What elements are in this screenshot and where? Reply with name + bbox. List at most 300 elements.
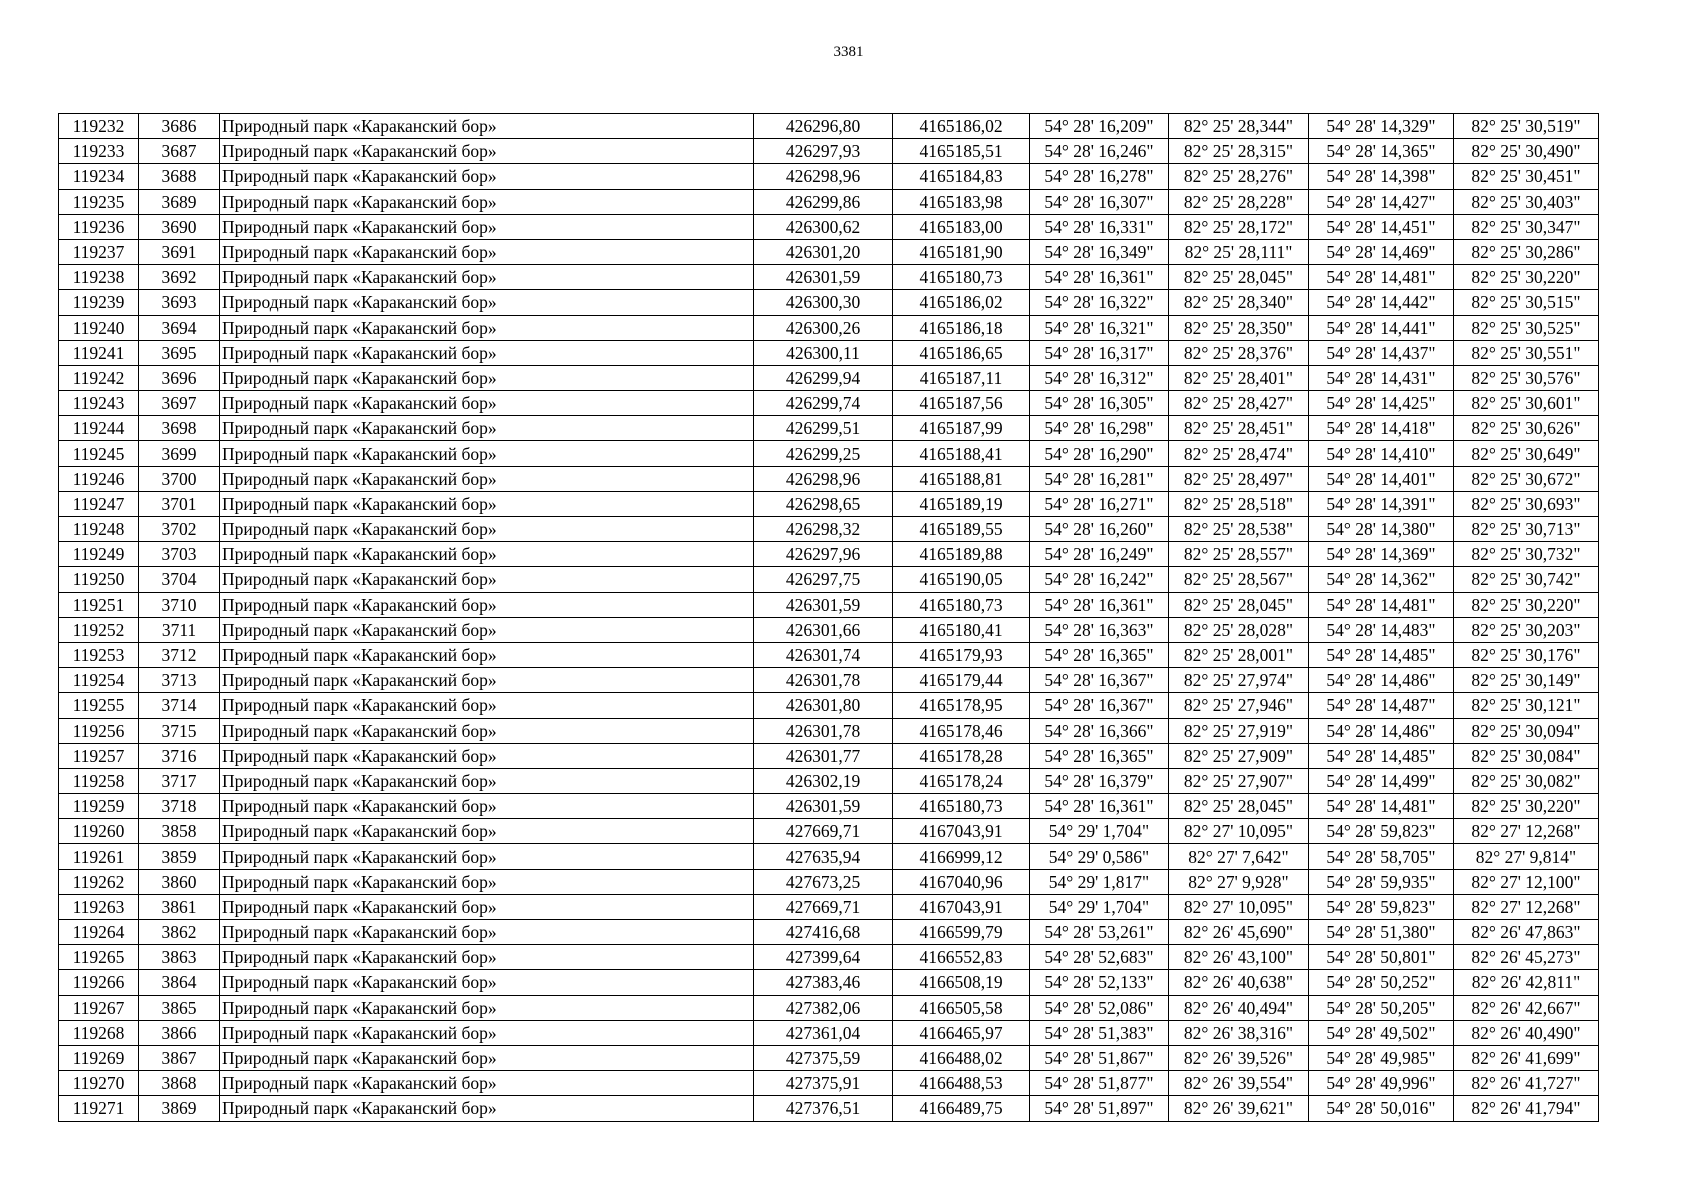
longitude-2-cell: 82° 25' 30,084" — [1454, 743, 1599, 768]
coord-y-cell: 4166489,75 — [893, 1096, 1030, 1121]
longitude-2-cell: 82° 25' 30,220" — [1454, 794, 1599, 819]
table-row — [59, 517, 1599, 542]
row-id-cell: 119237 — [59, 239, 139, 264]
coord-y-cell: 4165178,95 — [893, 693, 1030, 718]
longitude-1-cell: 82° 27' 10,095" — [1169, 819, 1309, 844]
table-row — [59, 920, 1599, 945]
longitude-1-cell: 82° 25' 28,111" — [1169, 239, 1309, 264]
longitude-1-cell: 82° 25' 27,919" — [1169, 718, 1309, 743]
latitude-1-cell: 54° 28' 16,209" — [1030, 114, 1169, 139]
object-name-cell: Природный парк «Караканский бор» — [220, 391, 754, 416]
coord-y-cell: 4165183,98 — [893, 189, 1030, 214]
row-id-cell: 119248 — [59, 517, 139, 542]
latitude-2-cell: 54° 28' 50,801" — [1309, 945, 1454, 970]
latitude-2-cell: 54° 28' 14,451" — [1309, 214, 1454, 239]
coord-y-cell: 4165186,02 — [893, 290, 1030, 315]
coord-x-cell: 427375,91 — [754, 1071, 893, 1096]
longitude-2-cell: 82° 25' 30,094" — [1454, 718, 1599, 743]
latitude-2-cell: 54° 28' 14,469" — [1309, 239, 1454, 264]
latitude-2-cell: 54° 28' 14,380" — [1309, 517, 1454, 542]
table-row — [59, 139, 1599, 164]
longitude-1-cell: 82° 25' 27,946" — [1169, 693, 1309, 718]
row-id-cell: 119252 — [59, 617, 139, 642]
coord-y-cell: 4167043,91 — [893, 894, 1030, 919]
longitude-1-cell: 82° 26' 40,494" — [1169, 995, 1309, 1020]
longitude-2-cell: 82° 25' 30,693" — [1454, 491, 1599, 516]
row-id-cell: 119258 — [59, 768, 139, 793]
latitude-2-cell: 54° 28' 14,369" — [1309, 542, 1454, 567]
longitude-1-cell: 82° 25' 28,340" — [1169, 290, 1309, 315]
longitude-2-cell: 82° 25' 30,403" — [1454, 189, 1599, 214]
longitude-2-cell: 82° 25' 30,347" — [1454, 214, 1599, 239]
point-number-cell: 3702 — [139, 517, 220, 542]
latitude-2-cell: 54° 28' 14,499" — [1309, 768, 1454, 793]
longitude-2-cell: 82° 27' 12,268" — [1454, 894, 1599, 919]
coord-y-cell: 4165186,18 — [893, 315, 1030, 340]
latitude-1-cell: 54° 28' 16,366" — [1030, 718, 1169, 743]
latitude-2-cell: 54° 28' 14,442" — [1309, 290, 1454, 315]
longitude-1-cell: 82° 25' 28,376" — [1169, 340, 1309, 365]
object-name-cell: Природный парк «Караканский бор» — [220, 794, 754, 819]
coord-y-cell: 4166552,83 — [893, 945, 1030, 970]
point-number-cell: 3861 — [139, 894, 220, 919]
row-id-cell: 119233 — [59, 139, 139, 164]
table-row — [59, 567, 1599, 592]
coord-x-cell: 426302,19 — [754, 768, 893, 793]
row-id-cell: 119254 — [59, 668, 139, 693]
latitude-1-cell: 54° 28' 16,290" — [1030, 441, 1169, 466]
object-name-cell: Природный парк «Караканский бор» — [220, 970, 754, 995]
point-number-cell: 3688 — [139, 164, 220, 189]
row-id-cell: 119240 — [59, 315, 139, 340]
latitude-1-cell: 54° 29' 1,704" — [1030, 819, 1169, 844]
longitude-2-cell: 82° 25' 30,451" — [1454, 164, 1599, 189]
longitude-2-cell: 82° 26' 45,273" — [1454, 945, 1599, 970]
longitude-1-cell: 82° 25' 28,567" — [1169, 567, 1309, 592]
row-id-cell: 119256 — [59, 718, 139, 743]
longitude-1-cell: 82° 25' 27,974" — [1169, 668, 1309, 693]
object-name-cell: Природный парк «Караканский бор» — [220, 869, 754, 894]
coord-y-cell: 4165179,44 — [893, 668, 1030, 693]
point-number-cell: 3865 — [139, 995, 220, 1020]
coord-y-cell: 4165187,11 — [893, 365, 1030, 390]
table-row — [59, 189, 1599, 214]
longitude-1-cell: 82° 27' 10,095" — [1169, 894, 1309, 919]
coord-x-cell: 427399,64 — [754, 945, 893, 970]
longitude-1-cell: 82° 26' 38,316" — [1169, 1020, 1309, 1045]
table-body — [59, 114, 1599, 1122]
coord-y-cell: 4166508,19 — [893, 970, 1030, 995]
latitude-2-cell: 54° 28' 14,486" — [1309, 668, 1454, 693]
latitude-2-cell: 54° 28' 14,481" — [1309, 265, 1454, 290]
row-id-cell: 119249 — [59, 542, 139, 567]
longitude-1-cell: 82° 27' 7,642" — [1169, 844, 1309, 869]
longitude-1-cell: 82° 25' 28,350" — [1169, 315, 1309, 340]
latitude-1-cell: 54° 29' 1,817" — [1030, 869, 1169, 894]
coord-x-cell: 426301,59 — [754, 592, 893, 617]
point-number-cell: 3704 — [139, 567, 220, 592]
object-name-cell: Природный парк «Караканский бор» — [220, 592, 754, 617]
longitude-1-cell: 82° 25' 28,045" — [1169, 794, 1309, 819]
object-name-cell: Природный парк «Караканский бор» — [220, 1096, 754, 1121]
longitude-2-cell: 82° 25' 30,220" — [1454, 592, 1599, 617]
coord-x-cell: 426301,20 — [754, 239, 893, 264]
latitude-1-cell: 54° 28' 16,278" — [1030, 164, 1169, 189]
row-id-cell: 119271 — [59, 1096, 139, 1121]
latitude-2-cell: 54° 28' 14,329" — [1309, 114, 1454, 139]
longitude-2-cell: 82° 26' 41,794" — [1454, 1096, 1599, 1121]
longitude-2-cell: 82° 25' 30,082" — [1454, 768, 1599, 793]
coord-x-cell: 426297,75 — [754, 567, 893, 592]
coord-x-cell: 427416,68 — [754, 920, 893, 945]
longitude-2-cell: 82° 25' 30,576" — [1454, 365, 1599, 390]
table-row — [59, 466, 1599, 491]
latitude-1-cell: 54° 28' 52,133" — [1030, 970, 1169, 995]
coord-y-cell: 4165189,55 — [893, 517, 1030, 542]
coord-x-cell: 427673,25 — [754, 869, 893, 894]
coord-x-cell: 426299,51 — [754, 416, 893, 441]
coord-x-cell: 427382,06 — [754, 995, 893, 1020]
longitude-1-cell: 82° 25' 28,401" — [1169, 365, 1309, 390]
latitude-1-cell: 54° 28' 16,379" — [1030, 768, 1169, 793]
coord-x-cell: 426300,11 — [754, 340, 893, 365]
object-name-cell: Природный парк «Караканский бор» — [220, 315, 754, 340]
table-row — [59, 743, 1599, 768]
latitude-1-cell: 54° 28' 16,249" — [1030, 542, 1169, 567]
coord-x-cell: 426299,86 — [754, 189, 893, 214]
longitude-2-cell: 82° 25' 30,649" — [1454, 441, 1599, 466]
point-number-cell: 3866 — [139, 1020, 220, 1045]
row-id-cell: 119234 — [59, 164, 139, 189]
latitude-2-cell: 54° 28' 49,502" — [1309, 1020, 1454, 1045]
table-row — [59, 592, 1599, 617]
object-name-cell: Природный парк «Караканский бор» — [220, 1071, 754, 1096]
table-row — [59, 844, 1599, 869]
row-id-cell: 119260 — [59, 819, 139, 844]
row-id-cell: 119268 — [59, 1020, 139, 1045]
point-number-cell: 3715 — [139, 718, 220, 743]
object-name-cell: Природный парк «Караканский бор» — [220, 441, 754, 466]
row-id-cell: 119253 — [59, 642, 139, 667]
coord-x-cell: 427375,59 — [754, 1045, 893, 1070]
object-name-cell: Природный парк «Караканский бор» — [220, 567, 754, 592]
row-id-cell: 119262 — [59, 869, 139, 894]
coord-y-cell: 4165180,41 — [893, 617, 1030, 642]
page-number: 3381 — [833, 44, 864, 60]
coord-y-cell: 4166488,02 — [893, 1045, 1030, 1070]
object-name-cell: Природный парк «Караканский бор» — [220, 365, 754, 390]
latitude-1-cell: 54° 28' 16,281" — [1030, 466, 1169, 491]
table-row — [59, 239, 1599, 264]
object-name-cell: Природный парк «Караканский бор» — [220, 466, 754, 491]
object-name-cell: Природный парк «Караканский бор» — [220, 920, 754, 945]
latitude-2-cell: 54° 28' 14,486" — [1309, 718, 1454, 743]
coord-y-cell: 4165178,24 — [893, 768, 1030, 793]
latitude-1-cell: 54° 28' 52,086" — [1030, 995, 1169, 1020]
row-id-cell: 119241 — [59, 340, 139, 365]
longitude-1-cell: 82° 25' 28,028" — [1169, 617, 1309, 642]
coord-y-cell: 4165184,83 — [893, 164, 1030, 189]
latitude-2-cell: 54° 28' 59,823" — [1309, 819, 1454, 844]
coord-x-cell: 427383,46 — [754, 970, 893, 995]
latitude-1-cell: 54° 28' 53,261" — [1030, 920, 1169, 945]
row-id-cell: 119264 — [59, 920, 139, 945]
latitude-1-cell: 54° 28' 16,260" — [1030, 517, 1169, 542]
object-name-cell: Природный парк «Караканский бор» — [220, 945, 754, 970]
object-name-cell: Природный парк «Караканский бор» — [220, 139, 754, 164]
longitude-2-cell: 82° 26' 47,863" — [1454, 920, 1599, 945]
table-row — [59, 995, 1599, 1020]
latitude-1-cell: 54° 29' 0,586" — [1030, 844, 1169, 869]
point-number-cell: 3699 — [139, 441, 220, 466]
coord-y-cell: 4165183,00 — [893, 214, 1030, 239]
object-name-cell: Природный парк «Караканский бор» — [220, 718, 754, 743]
coord-x-cell: 426299,25 — [754, 441, 893, 466]
object-name-cell: Природный парк «Караканский бор» — [220, 844, 754, 869]
point-number-cell: 3718 — [139, 794, 220, 819]
coord-y-cell: 4167043,91 — [893, 819, 1030, 844]
longitude-2-cell: 82° 25' 30,551" — [1454, 340, 1599, 365]
longitude-1-cell: 82° 25' 28,045" — [1169, 265, 1309, 290]
latitude-1-cell: 54° 28' 16,317" — [1030, 340, 1169, 365]
longitude-1-cell: 82° 27' 9,928" — [1169, 869, 1309, 894]
longitude-2-cell: 82° 27' 9,814" — [1454, 844, 1599, 869]
point-number-cell: 3690 — [139, 214, 220, 239]
table-row — [59, 391, 1599, 416]
point-number-cell: 3697 — [139, 391, 220, 416]
point-number-cell: 3698 — [139, 416, 220, 441]
object-name-cell: Природный парк «Караканский бор» — [220, 743, 754, 768]
table-row — [59, 365, 1599, 390]
longitude-1-cell: 82° 25' 28,045" — [1169, 592, 1309, 617]
latitude-1-cell: 54° 28' 16,305" — [1030, 391, 1169, 416]
coord-x-cell: 426298,96 — [754, 164, 893, 189]
longitude-2-cell: 82° 25' 30,490" — [1454, 139, 1599, 164]
point-number-cell: 3711 — [139, 617, 220, 642]
latitude-1-cell: 54° 28' 16,365" — [1030, 743, 1169, 768]
latitude-2-cell: 54° 28' 14,410" — [1309, 441, 1454, 466]
longitude-2-cell: 82° 25' 30,742" — [1454, 567, 1599, 592]
longitude-2-cell: 82° 27' 12,268" — [1454, 819, 1599, 844]
longitude-2-cell: 82° 25' 30,203" — [1454, 617, 1599, 642]
latitude-1-cell: 54° 28' 16,349" — [1030, 239, 1169, 264]
row-id-cell: 119250 — [59, 567, 139, 592]
object-name-cell: Природный парк «Караканский бор» — [220, 995, 754, 1020]
point-number-cell: 3700 — [139, 466, 220, 491]
latitude-2-cell: 54° 28' 14,485" — [1309, 743, 1454, 768]
coord-x-cell: 426299,74 — [754, 391, 893, 416]
latitude-2-cell: 54° 28' 49,996" — [1309, 1071, 1454, 1096]
longitude-2-cell: 82° 26' 42,811" — [1454, 970, 1599, 995]
object-name-cell: Природный парк «Караканский бор» — [220, 768, 754, 793]
latitude-1-cell: 54° 28' 16,361" — [1030, 592, 1169, 617]
latitude-2-cell: 54° 28' 14,425" — [1309, 391, 1454, 416]
table-row — [59, 869, 1599, 894]
coord-x-cell: 426298,32 — [754, 517, 893, 542]
coord-y-cell: 4165187,99 — [893, 416, 1030, 441]
latitude-1-cell: 54° 28' 16,246" — [1030, 139, 1169, 164]
longitude-2-cell: 82° 26' 41,727" — [1454, 1071, 1599, 1096]
coord-y-cell: 4165185,51 — [893, 139, 1030, 164]
longitude-2-cell: 82° 25' 30,732" — [1454, 542, 1599, 567]
object-name-cell: Природный парк «Караканский бор» — [220, 416, 754, 441]
coord-y-cell: 4165178,28 — [893, 743, 1030, 768]
coord-x-cell: 426296,80 — [754, 114, 893, 139]
table-row — [59, 819, 1599, 844]
row-id-cell: 119235 — [59, 189, 139, 214]
coord-x-cell: 426301,66 — [754, 617, 893, 642]
coord-y-cell: 4165180,73 — [893, 265, 1030, 290]
point-number-cell: 3712 — [139, 642, 220, 667]
latitude-2-cell: 54° 28' 14,391" — [1309, 491, 1454, 516]
latitude-1-cell: 54° 28' 16,367" — [1030, 668, 1169, 693]
longitude-2-cell: 82° 25' 30,525" — [1454, 315, 1599, 340]
longitude-2-cell: 82° 25' 30,220" — [1454, 265, 1599, 290]
latitude-1-cell: 54° 28' 16,361" — [1030, 265, 1169, 290]
latitude-1-cell: 54° 28' 51,867" — [1030, 1045, 1169, 1070]
table-row — [59, 164, 1599, 189]
latitude-1-cell: 54° 28' 16,271" — [1030, 491, 1169, 516]
row-id-cell: 119270 — [59, 1071, 139, 1096]
point-number-cell: 3713 — [139, 668, 220, 693]
longitude-1-cell: 82° 25' 28,474" — [1169, 441, 1309, 466]
latitude-1-cell: 54° 28' 16,322" — [1030, 290, 1169, 315]
coord-y-cell: 4165178,46 — [893, 718, 1030, 743]
coord-y-cell: 4165186,02 — [893, 114, 1030, 139]
table-row — [59, 1045, 1599, 1070]
table-row — [59, 642, 1599, 667]
point-number-cell: 3862 — [139, 920, 220, 945]
longitude-2-cell: 82° 25' 30,601" — [1454, 391, 1599, 416]
longitude-1-cell: 82° 25' 28,497" — [1169, 466, 1309, 491]
coord-x-cell: 426300,62 — [754, 214, 893, 239]
latitude-2-cell: 54° 28' 49,985" — [1309, 1045, 1454, 1070]
coord-x-cell: 426301,78 — [754, 668, 893, 693]
table-row — [59, 491, 1599, 516]
latitude-2-cell: 54° 28' 14,441" — [1309, 315, 1454, 340]
table-row — [59, 214, 1599, 239]
latitude-2-cell: 54° 28' 51,380" — [1309, 920, 1454, 945]
coord-x-cell: 427635,94 — [754, 844, 893, 869]
longitude-2-cell: 82° 25' 30,519" — [1454, 114, 1599, 139]
table-row — [59, 794, 1599, 819]
latitude-1-cell: 54° 28' 16,321" — [1030, 315, 1169, 340]
object-name-cell: Природный парк «Караканский бор» — [220, 214, 754, 239]
coord-x-cell: 426299,94 — [754, 365, 893, 390]
latitude-2-cell: 54° 28' 14,485" — [1309, 642, 1454, 667]
longitude-2-cell: 82° 25' 30,121" — [1454, 693, 1599, 718]
point-number-cell: 3867 — [139, 1045, 220, 1070]
row-id-cell: 119232 — [59, 114, 139, 139]
coord-y-cell: 4166465,97 — [893, 1020, 1030, 1045]
longitude-2-cell: 82° 26' 40,490" — [1454, 1020, 1599, 1045]
object-name-cell: Природный парк «Караканский бор» — [220, 1045, 754, 1070]
longitude-2-cell: 82° 25' 30,286" — [1454, 239, 1599, 264]
latitude-1-cell: 54° 28' 16,361" — [1030, 794, 1169, 819]
table-row — [59, 718, 1599, 743]
latitude-2-cell: 54° 28' 14,431" — [1309, 365, 1454, 390]
coord-y-cell: 4165188,41 — [893, 441, 1030, 466]
latitude-1-cell: 54° 28' 51,383" — [1030, 1020, 1169, 1045]
longitude-1-cell: 82° 25' 28,172" — [1169, 214, 1309, 239]
table-row — [59, 340, 1599, 365]
latitude-2-cell: 54° 28' 14,401" — [1309, 466, 1454, 491]
object-name-cell: Природный парк «Караканский бор» — [220, 290, 754, 315]
object-name-cell: Природный парк «Караканский бор» — [220, 894, 754, 919]
latitude-2-cell: 54° 28' 14,365" — [1309, 139, 1454, 164]
longitude-1-cell: 82° 25' 28,344" — [1169, 114, 1309, 139]
row-id-cell: 119259 — [59, 794, 139, 819]
longitude-2-cell: 82° 25' 30,515" — [1454, 290, 1599, 315]
latitude-2-cell: 54° 28' 58,705" — [1309, 844, 1454, 869]
coord-x-cell: 426301,77 — [754, 743, 893, 768]
latitude-2-cell: 54° 28' 50,252" — [1309, 970, 1454, 995]
row-id-cell: 119238 — [59, 265, 139, 290]
longitude-1-cell: 82° 25' 28,518" — [1169, 491, 1309, 516]
object-name-cell: Природный парк «Караканский бор» — [220, 1020, 754, 1045]
row-id-cell: 119265 — [59, 945, 139, 970]
point-number-cell: 3693 — [139, 290, 220, 315]
row-id-cell: 119261 — [59, 844, 139, 869]
latitude-1-cell: 54° 28' 51,877" — [1030, 1071, 1169, 1096]
longitude-1-cell: 82° 25' 27,907" — [1169, 768, 1309, 793]
latitude-2-cell: 54° 28' 50,205" — [1309, 995, 1454, 1020]
object-name-cell: Природный парк «Караканский бор» — [220, 819, 754, 844]
coord-y-cell: 4165179,93 — [893, 642, 1030, 667]
table-row — [59, 970, 1599, 995]
longitude-2-cell: 82° 26' 41,699" — [1454, 1045, 1599, 1070]
point-number-cell: 3687 — [139, 139, 220, 164]
row-id-cell: 119243 — [59, 391, 139, 416]
longitude-2-cell: 82° 25' 30,672" — [1454, 466, 1599, 491]
latitude-2-cell: 54° 28' 14,483" — [1309, 617, 1454, 642]
latitude-1-cell: 54° 28' 16,331" — [1030, 214, 1169, 239]
longitude-1-cell: 82° 25' 28,427" — [1169, 391, 1309, 416]
point-number-cell: 3858 — [139, 819, 220, 844]
coord-x-cell: 427669,71 — [754, 819, 893, 844]
coord-x-cell: 426301,59 — [754, 265, 893, 290]
latitude-1-cell: 54° 28' 16,312" — [1030, 365, 1169, 390]
row-id-cell: 119255 — [59, 693, 139, 718]
longitude-1-cell: 82° 26' 40,638" — [1169, 970, 1309, 995]
coord-y-cell: 4165181,90 — [893, 239, 1030, 264]
latitude-2-cell: 54° 28' 14,437" — [1309, 340, 1454, 365]
table-row — [59, 768, 1599, 793]
longitude-2-cell: 82° 27' 12,100" — [1454, 869, 1599, 894]
point-number-cell: 3863 — [139, 945, 220, 970]
latitude-2-cell: 54° 28' 59,935" — [1309, 869, 1454, 894]
row-id-cell: 119246 — [59, 466, 139, 491]
point-number-cell: 3716 — [139, 743, 220, 768]
coord-y-cell: 4165188,81 — [893, 466, 1030, 491]
object-name-cell: Природный парк «Караканский бор» — [220, 693, 754, 718]
table-row — [59, 542, 1599, 567]
longitude-1-cell: 82° 26' 43,100" — [1169, 945, 1309, 970]
longitude-1-cell: 82° 25' 28,228" — [1169, 189, 1309, 214]
latitude-2-cell: 54° 28' 59,823" — [1309, 894, 1454, 919]
latitude-1-cell: 54° 29' 1,704" — [1030, 894, 1169, 919]
point-number-cell: 3695 — [139, 340, 220, 365]
coord-y-cell: 4165180,73 — [893, 592, 1030, 617]
coord-x-cell: 426298,65 — [754, 491, 893, 516]
point-number-cell: 3860 — [139, 869, 220, 894]
longitude-1-cell: 82° 25' 28,001" — [1169, 642, 1309, 667]
point-number-cell: 3868 — [139, 1071, 220, 1096]
table-row — [59, 894, 1599, 919]
coord-x-cell: 426298,96 — [754, 466, 893, 491]
longitude-1-cell: 82° 26' 45,690" — [1169, 920, 1309, 945]
coord-x-cell: 426301,78 — [754, 718, 893, 743]
